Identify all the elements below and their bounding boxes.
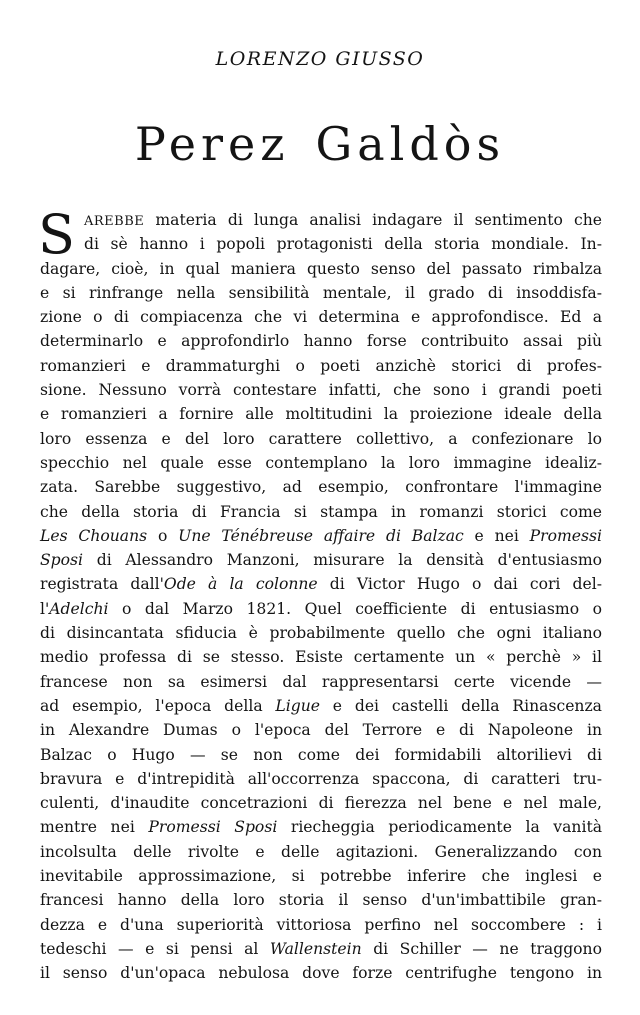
chapter-title [0, 112, 640, 176]
text-segment: il senso d'un'opaca nebulosa dove forze centrifughe tengono in [40, 964, 602, 983]
text-segment: AREBBE [84, 214, 145, 229]
text-line [40, 718, 602, 742]
text-line [40, 281, 602, 305]
text-segment: e romanzieri a fornire alle moltitudini la proiezione ideale della [40, 405, 602, 424]
text-line [40, 232, 602, 256]
text-segment: di Alessandro Manzoni, misurare la densità d'entusiasmo [83, 551, 602, 570]
text-segment: ad esempio, l'epoca della [40, 696, 276, 715]
text-segment: e dei castelli della Rinascenza [320, 696, 602, 715]
text-segment: specchio nel quale esse contemplano la loro immagine idealiz- [40, 453, 602, 472]
text-segment: in Alexandre Dumas o l'epoca del Terrore e di Napoleone in [40, 721, 602, 740]
text-segment: Promessi [529, 526, 602, 545]
text-line [40, 427, 602, 451]
text-line [40, 961, 602, 985]
text-segment: sione. Nessuno vorrà contestare infatti, che sono i grandi poeti [40, 381, 602, 400]
text-segment: Adelchi [49, 599, 109, 618]
text-segment: determinarlo e approfondirlo hanno forse contribuito assai più [40, 332, 602, 351]
text-line [40, 354, 602, 378]
text-segment: di Schiller — ne traggono [361, 939, 602, 958]
text-segment: incolsulta delle rivolte e delle agitazioni. Generalizzando con [40, 842, 602, 861]
text-line [40, 305, 602, 329]
text-line [40, 524, 602, 548]
text-segment: Ode à la colonne [163, 575, 318, 594]
text-segment: zione o di compiacenza che vi determina e approfondisce. Ed a [40, 308, 602, 327]
text-segment: Ligue [275, 696, 321, 715]
text-line [40, 767, 602, 791]
text-line [40, 670, 602, 694]
article-body [38, 203, 603, 986]
text-segment: Sposi [40, 551, 84, 570]
text-line [40, 815, 602, 839]
text-segment: che della storia di Francia si stampa in romanzi storici come [40, 502, 602, 521]
text-line [40, 743, 602, 767]
text-segment: Balzac o Hugo — se non come dei formidabili altorilievi di [40, 745, 602, 764]
text-segment: culenti, d'inaudite concetrazioni di fierezza nel bene e nel male, [40, 794, 602, 813]
text-segment: francese non sa esimersi dal rappresentarsi certe vicende — [40, 672, 602, 691]
text-line [40, 572, 602, 596]
text-line [40, 645, 602, 669]
text-segment: mentre nei [40, 818, 149, 837]
text-line [40, 208, 602, 232]
text-line [40, 402, 602, 426]
text-line [40, 597, 602, 621]
title-word-2: Galdòs [315, 117, 506, 171]
text-line [40, 378, 602, 402]
text-line [40, 840, 602, 864]
text-segment: francesi hanno della loro storia il senso d'un'imbattibile gran- [40, 891, 602, 910]
text-segment: e si rinfrange nella sensibilità mentale, il grado di insoddisfa- [40, 283, 602, 302]
text-line [40, 864, 602, 888]
text-line [40, 548, 602, 572]
text-segment: l' [40, 599, 50, 618]
text-line [40, 475, 602, 499]
text-segment: loro essenza e del loro carattere collettivo, a confezionare lo [40, 429, 602, 448]
text-segment: registrata dall' [40, 575, 164, 594]
text-segment: romanzieri e drammaturghi o poeti anzichè storici di profes- [40, 356, 602, 375]
drop-cap: S [38, 203, 75, 266]
text-segment: dezza e d'una superiorità vittoriosa perfino nel soccombere : i [40, 915, 602, 934]
running-header-author: LORENZO GIUSSO [215, 48, 425, 70]
title-word-1: Perez [134, 117, 290, 171]
text-line [40, 791, 602, 815]
text-line [40, 329, 602, 353]
text-segment: Une Ténébreuse affaire di Balzac [178, 526, 464, 545]
text-segment: Promessi Sposi [148, 818, 278, 837]
text-lines [38, 203, 603, 986]
text-line [40, 500, 602, 524]
text-segment: e nei [463, 526, 530, 545]
text-line [40, 257, 602, 281]
text-segment: bravura e d'intrepidità all'occorrenza spaccona, di caratteri tru- [40, 769, 602, 788]
text-segment: Wallenstein [269, 939, 362, 958]
text-segment: di Victor Hugo o dai cori del- [317, 575, 603, 594]
text-segment: riecheggia periodicamente la vanità [277, 818, 603, 837]
text-segment: zata. Sarebbe suggestivo, ad esempio, confrontare l'immagine [40, 478, 602, 497]
text-line [40, 621, 602, 645]
text-line [40, 451, 602, 475]
text-segment: di sè hanno i popoli protagonisti della storia mondiale. In- [84, 235, 602, 254]
text-segment: medio professa di se stesso. Esiste certamente un « perchè » il [40, 648, 602, 667]
text-line [40, 694, 602, 718]
text-segment: inevitabile approssimazione, si potrebbe inferire che inglesi e [40, 867, 602, 886]
text-segment: tedeschi — e si pensi al [40, 939, 270, 958]
text-line [40, 913, 602, 937]
text-segment: dagare, cioè, in qual maniera questo senso del passato rimbalza [40, 259, 602, 278]
text-line [40, 937, 602, 961]
text-segment: di disincantata sfiducia è probabilmente quello che ogni italiano [40, 624, 602, 643]
text-line [40, 888, 602, 912]
text-segment: Les Chouans [40, 526, 148, 545]
text-segment: o dal Marzo 1821. Quel coefficiente di entusiasmo o [108, 599, 602, 618]
text-segment: materia di lunga analisi indagare il sentimento che [144, 211, 602, 229]
text-segment: o [147, 526, 179, 545]
